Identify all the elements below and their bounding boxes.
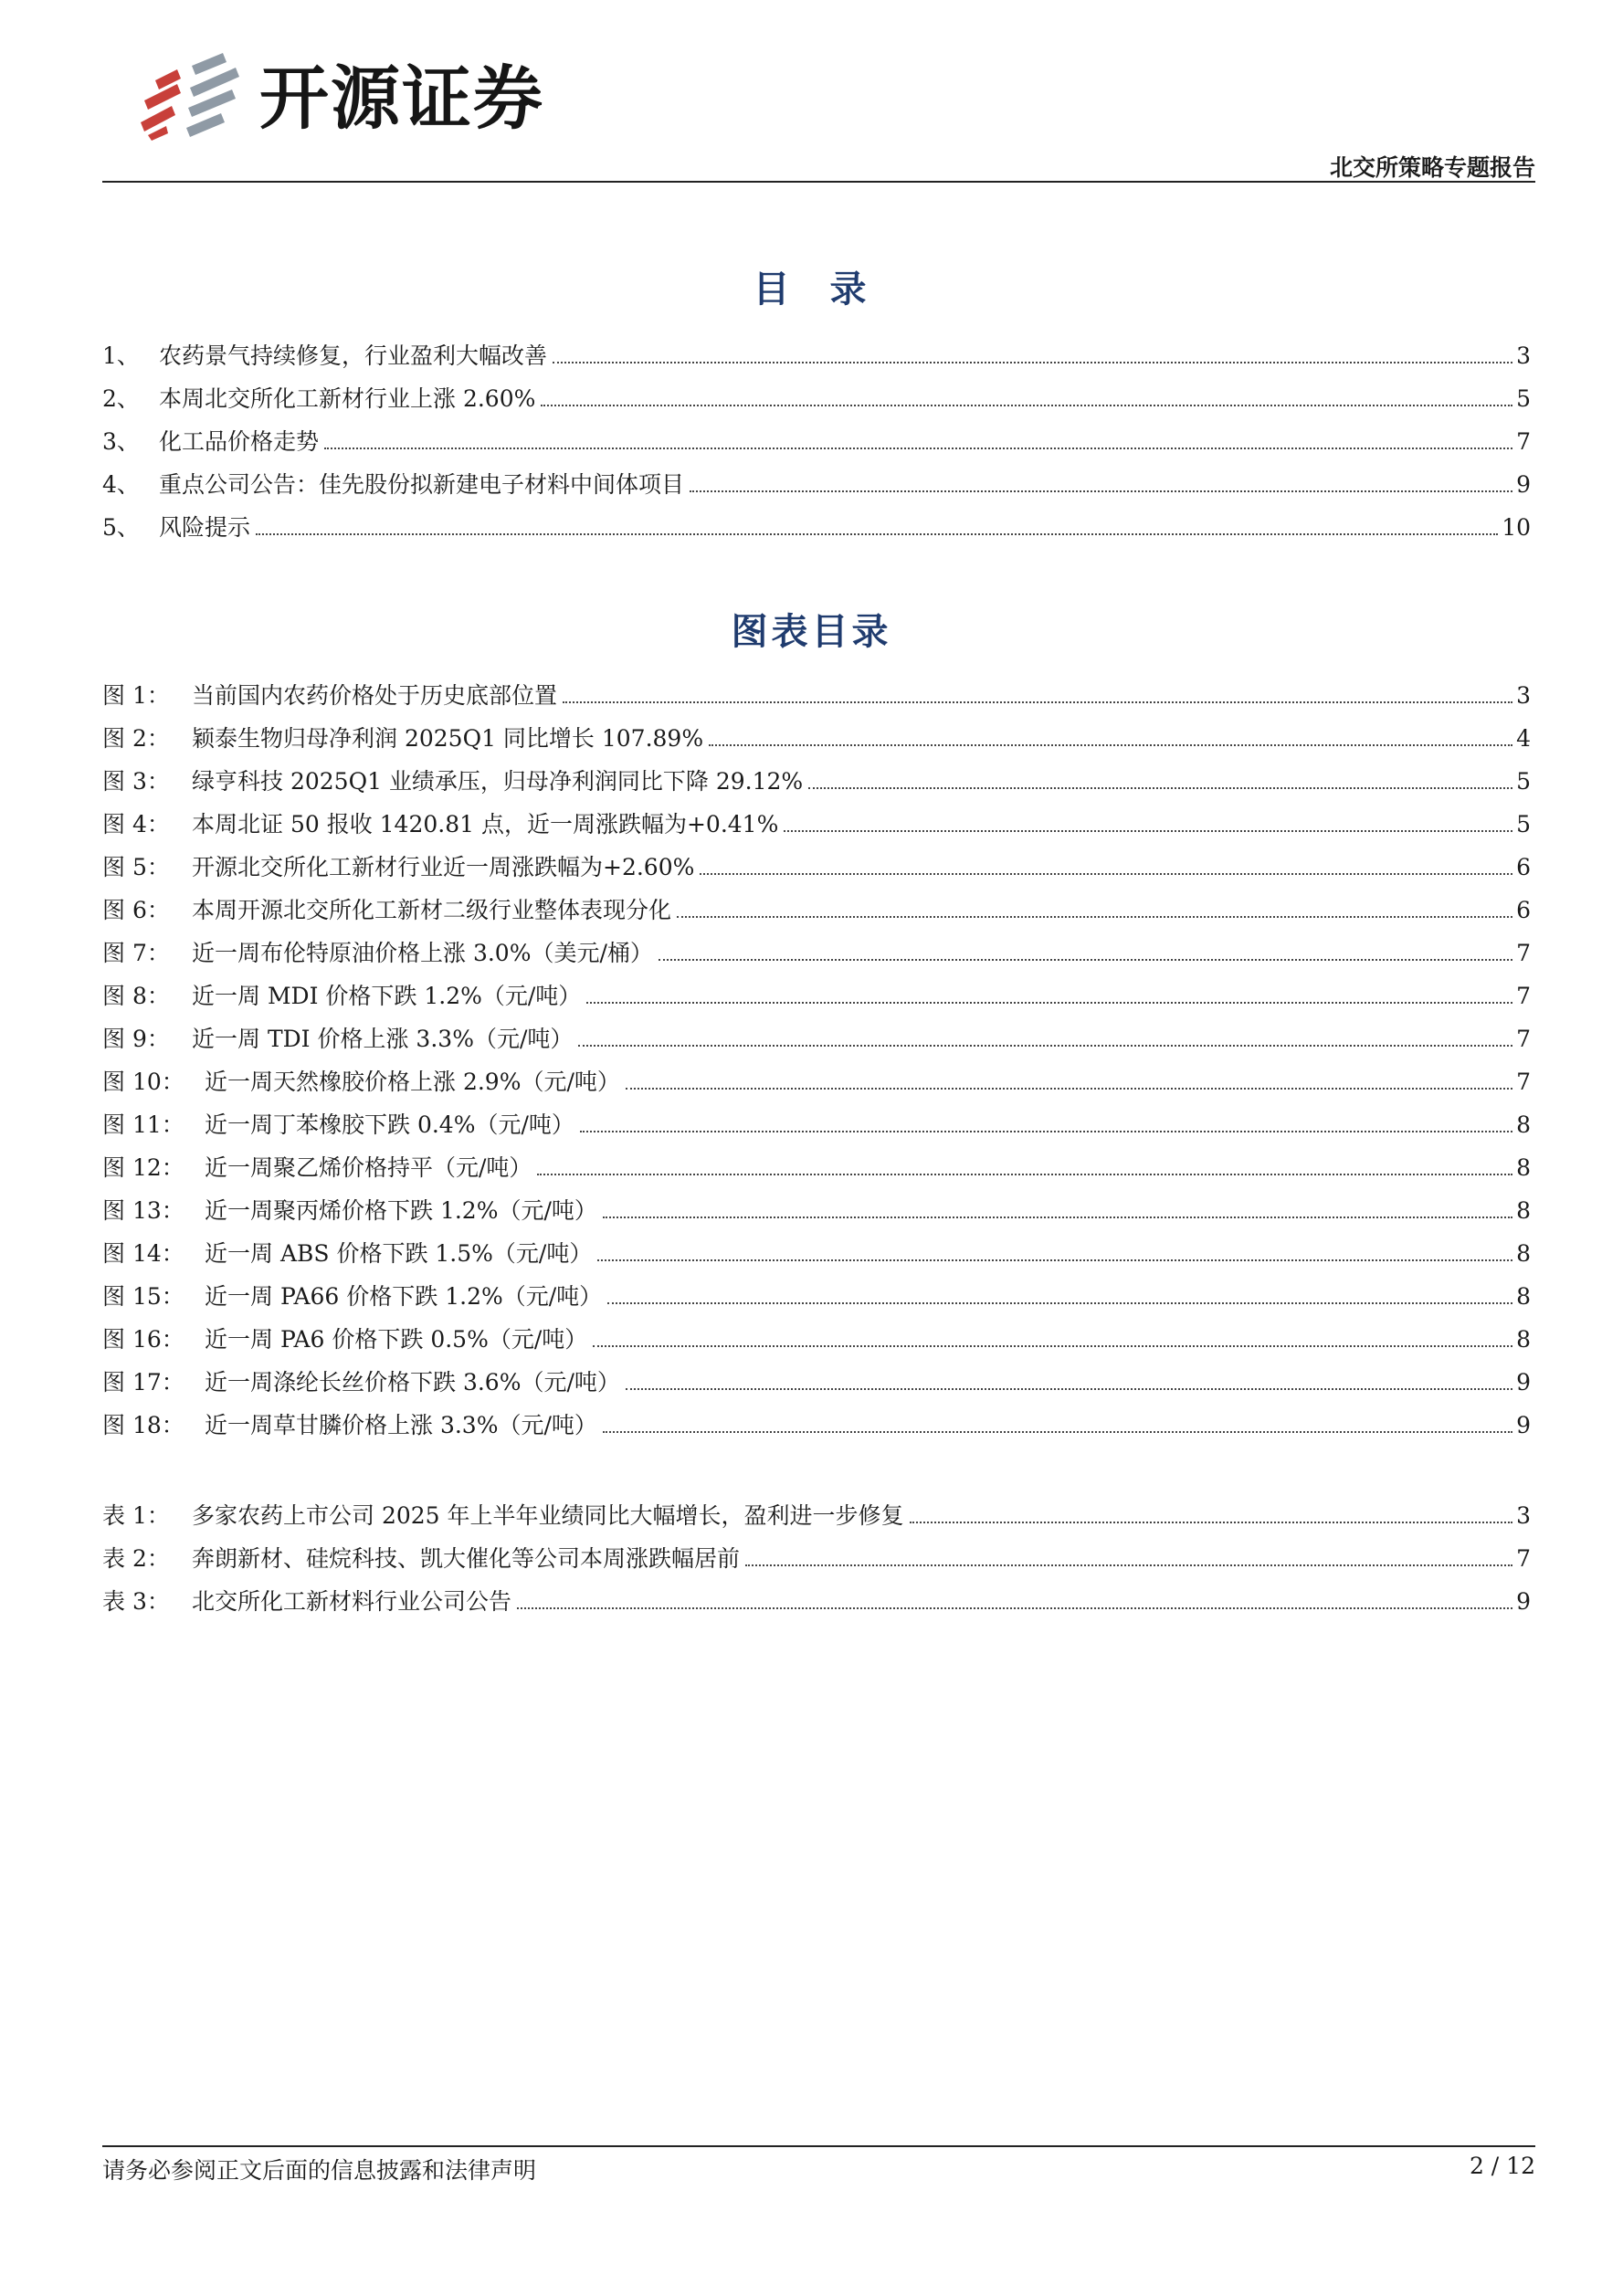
entry-number: 图 7： bbox=[102, 940, 170, 966]
entry-page: 10 bbox=[1502, 514, 1531, 541]
dot-leader bbox=[603, 1216, 1512, 1218]
dot-leader bbox=[578, 1044, 1512, 1047]
toc-heading-part-1: 目 bbox=[753, 269, 794, 311]
figure-entry[interactable] bbox=[102, 974, 1531, 1017]
dot-leader bbox=[324, 447, 1512, 449]
figure-entry[interactable] bbox=[102, 1275, 1531, 1318]
entry-page: 9 bbox=[1516, 1369, 1531, 1396]
dot-leader bbox=[553, 361, 1512, 363]
toc-list bbox=[102, 334, 1531, 549]
figure-entry[interactable] bbox=[102, 803, 1531, 846]
entry-page: 4 bbox=[1516, 725, 1531, 752]
figure-entry[interactable] bbox=[102, 1318, 1531, 1361]
entry-number: 图 14： bbox=[102, 1240, 184, 1267]
report-type: 北交所策略专题报告 bbox=[1329, 154, 1535, 181]
entry-title: 本周北交所化工新材行业上涨 2.60% bbox=[159, 385, 536, 412]
figure-entry[interactable] bbox=[102, 717, 1531, 760]
figure-entry[interactable] bbox=[102, 1017, 1531, 1060]
table-entry[interactable] bbox=[102, 1580, 1531, 1623]
figures-heading: 图表目录 bbox=[731, 611, 892, 653]
entry-number: 图 6： bbox=[102, 897, 170, 923]
dot-leader bbox=[541, 404, 1512, 406]
entry-page: 8 bbox=[1516, 1283, 1531, 1310]
toc-entry[interactable] bbox=[102, 334, 1531, 377]
entry-page: 5 bbox=[1516, 385, 1531, 412]
page-number: 2 / 12 bbox=[1469, 2153, 1535, 2179]
entry-number: 4、 bbox=[102, 471, 140, 498]
dot-leader bbox=[709, 743, 1512, 746]
entry-title: 近一周天然橡胶价格上涨 2.9%（元/吨） bbox=[205, 1069, 620, 1095]
entry-title: 近一周聚乙烯价格持平（元/吨） bbox=[205, 1154, 532, 1181]
dot-leader bbox=[626, 1087, 1512, 1090]
entry-title: 绿亨科技 2025Q1 业绩承压，归母净利润同比下降 29.12% bbox=[192, 768, 804, 795]
figure-entry[interactable] bbox=[102, 889, 1531, 932]
entry-page: 3 bbox=[1516, 342, 1531, 369]
dot-leader bbox=[700, 872, 1512, 875]
dot-leader bbox=[586, 1001, 1512, 1004]
entry-page: 9 bbox=[1516, 471, 1531, 498]
toc-entry[interactable] bbox=[102, 463, 1531, 506]
entry-title: 近一周 PA6 价格下跌 0.5%（元/吨） bbox=[205, 1326, 588, 1353]
entry-page: 8 bbox=[1516, 1154, 1531, 1181]
entry-page: 5 bbox=[1516, 768, 1531, 795]
dot-leader bbox=[745, 1564, 1512, 1566]
entry-page: 8 bbox=[1516, 1197, 1531, 1224]
entry-title: 近一周 ABS 价格下跌 1.5%（元/吨） bbox=[205, 1240, 593, 1267]
entry-number: 图 12： bbox=[102, 1154, 184, 1181]
table-entry[interactable] bbox=[102, 1494, 1531, 1537]
toc-entry[interactable] bbox=[102, 420, 1531, 463]
entry-title: 当前国内农药价格处于历史底部位置 bbox=[192, 682, 558, 709]
entry-title: 开源北交所化工新材行业近一周涨跌幅为+2.60% bbox=[192, 854, 695, 880]
entry-title: 多家农药上市公司 2025 年上半年业绩同比大幅增长，盈利进一步修复 bbox=[192, 1502, 904, 1529]
entry-title: 风险提示 bbox=[159, 514, 251, 541]
entry-page: 7 bbox=[1516, 940, 1531, 966]
brand-logo-icon bbox=[135, 53, 252, 144]
entry-number: 图 11： bbox=[102, 1111, 184, 1138]
dot-leader bbox=[593, 1344, 1512, 1347]
figure-entry[interactable] bbox=[102, 674, 1531, 717]
entry-number: 图 13： bbox=[102, 1197, 184, 1224]
toc-entry[interactable] bbox=[102, 377, 1531, 420]
entry-title: 重点公司公告：佳先股份拟新建电子材料中间体项目 bbox=[159, 471, 685, 498]
dot-leader bbox=[603, 1430, 1512, 1433]
dot-leader bbox=[563, 700, 1512, 703]
entry-number: 图 16： bbox=[102, 1326, 184, 1353]
dot-leader bbox=[910, 1521, 1513, 1523]
entry-title: 颖泰生物归母净利润 2025Q1 同比增长 107.89% bbox=[192, 725, 704, 752]
entry-number: 图 1： bbox=[102, 682, 170, 709]
entry-title: 本周北证 50 报收 1420.81 点，近一周涨跌幅为+0.41% bbox=[192, 811, 779, 837]
entry-number: 图 10： bbox=[102, 1069, 184, 1095]
entry-title: 近一周聚丙烯价格下跌 1.2%（元/吨） bbox=[205, 1197, 597, 1224]
entry-page: 9 bbox=[1516, 1588, 1531, 1615]
entry-title: 化工品价格走势 bbox=[159, 428, 320, 455]
entry-title: 本周开源北交所化工新材二级行业整体表现分化 bbox=[192, 897, 672, 923]
entry-title: 农药景气持续修复，行业盈利大幅改善 bbox=[159, 342, 548, 369]
figure-entry[interactable] bbox=[102, 1146, 1531, 1189]
figure-entry[interactable] bbox=[102, 1361, 1531, 1404]
figure-entry[interactable] bbox=[102, 932, 1531, 974]
entry-page: 7 bbox=[1516, 983, 1531, 1009]
entry-page: 3 bbox=[1516, 1502, 1531, 1529]
figure-entry[interactable] bbox=[102, 1404, 1531, 1447]
dot-leader bbox=[607, 1301, 1512, 1304]
entry-number: 5、 bbox=[102, 514, 140, 541]
figure-entry[interactable] bbox=[102, 1060, 1531, 1103]
table-entry[interactable] bbox=[102, 1537, 1531, 1580]
dot-leader bbox=[784, 829, 1512, 832]
figure-entry[interactable] bbox=[102, 1103, 1531, 1146]
brand-name: 开源证券 bbox=[259, 58, 544, 139]
entry-number: 2、 bbox=[102, 385, 140, 412]
entry-title: 北交所化工新材料行业公司公告 bbox=[192, 1588, 512, 1615]
figure-entry[interactable] bbox=[102, 1189, 1531, 1232]
entry-number: 图 18： bbox=[102, 1412, 184, 1438]
toc-entry[interactable] bbox=[102, 506, 1531, 549]
dot-leader bbox=[659, 958, 1512, 961]
header-divider bbox=[102, 181, 1535, 183]
entry-page: 7 bbox=[1516, 1069, 1531, 1095]
figure-entry[interactable] bbox=[102, 1232, 1531, 1275]
entry-page: 7 bbox=[1516, 1026, 1531, 1052]
entry-number: 表 3： bbox=[102, 1588, 170, 1615]
table-list bbox=[102, 1494, 1531, 1623]
dot-leader bbox=[626, 1387, 1512, 1390]
entry-page: 6 bbox=[1516, 854, 1531, 880]
entry-title: 近一周 PA66 价格下跌 1.2%（元/吨） bbox=[205, 1283, 603, 1310]
dot-leader bbox=[537, 1173, 1512, 1175]
entry-page: 5 bbox=[1516, 811, 1531, 837]
entry-page: 9 bbox=[1516, 1412, 1531, 1438]
figure-list bbox=[102, 674, 1531, 1447]
entry-number: 图 9： bbox=[102, 1026, 170, 1052]
entry-title: 近一周布伦特原油价格上涨 3.0%（美元/桶） bbox=[192, 940, 653, 966]
entry-number: 图 4： bbox=[102, 811, 170, 837]
dot-leader bbox=[597, 1259, 1512, 1261]
entry-number: 表 2： bbox=[102, 1545, 170, 1572]
dot-leader bbox=[677, 915, 1512, 918]
figure-entry[interactable] bbox=[102, 846, 1531, 889]
disclaimer-note: 请务必参阅正文后面的信息披露和法律声明 bbox=[102, 2157, 537, 2184]
entry-page: 3 bbox=[1516, 682, 1531, 709]
entry-page: 8 bbox=[1516, 1240, 1531, 1267]
brand-logo bbox=[135, 53, 610, 144]
entry-number: 图 2： bbox=[102, 725, 170, 752]
dot-leader bbox=[256, 532, 1498, 535]
entry-title: 近一周 MDI 价格下跌 1.2%（元/吨） bbox=[192, 983, 582, 1009]
toc-heading-part-2: 录 bbox=[829, 269, 870, 311]
entry-page: 8 bbox=[1516, 1326, 1531, 1353]
dot-leader bbox=[580, 1130, 1512, 1132]
entry-page: 7 bbox=[1516, 428, 1531, 455]
entry-title: 奔朗新材、硅烷科技、凯大催化等公司本周涨跌幅居前 bbox=[192, 1545, 741, 1572]
entry-number: 图 3： bbox=[102, 768, 170, 795]
toc-heading bbox=[0, 260, 1623, 312]
entry-page: 8 bbox=[1516, 1111, 1531, 1138]
figure-entry[interactable] bbox=[102, 760, 1531, 803]
entry-title: 近一周草甘膦价格上涨 3.3%（元/吨） bbox=[205, 1412, 597, 1438]
dot-leader bbox=[517, 1606, 1512, 1609]
entry-number: 图 8： bbox=[102, 983, 170, 1009]
entry-page: 6 bbox=[1516, 897, 1531, 923]
entry-number: 1、 bbox=[102, 342, 140, 369]
entry-title: 近一周涤纶长丝价格下跌 3.6%（元/吨） bbox=[205, 1369, 620, 1396]
entry-number: 图 15： bbox=[102, 1283, 184, 1310]
entry-number: 图 5： bbox=[102, 854, 170, 880]
entry-number: 图 17： bbox=[102, 1369, 184, 1396]
footer-divider bbox=[102, 2145, 1535, 2147]
entry-page: 7 bbox=[1516, 1545, 1531, 1572]
entry-number: 表 1： bbox=[102, 1502, 170, 1529]
entry-number: 3、 bbox=[102, 428, 140, 455]
entry-title: 近一周 TDI 价格上涨 3.3%（元/吨） bbox=[192, 1026, 574, 1052]
dot-leader bbox=[808, 786, 1512, 789]
dot-leader bbox=[690, 490, 1512, 492]
entry-title: 近一周丁苯橡胶下跌 0.4%（元/吨） bbox=[205, 1111, 574, 1138]
